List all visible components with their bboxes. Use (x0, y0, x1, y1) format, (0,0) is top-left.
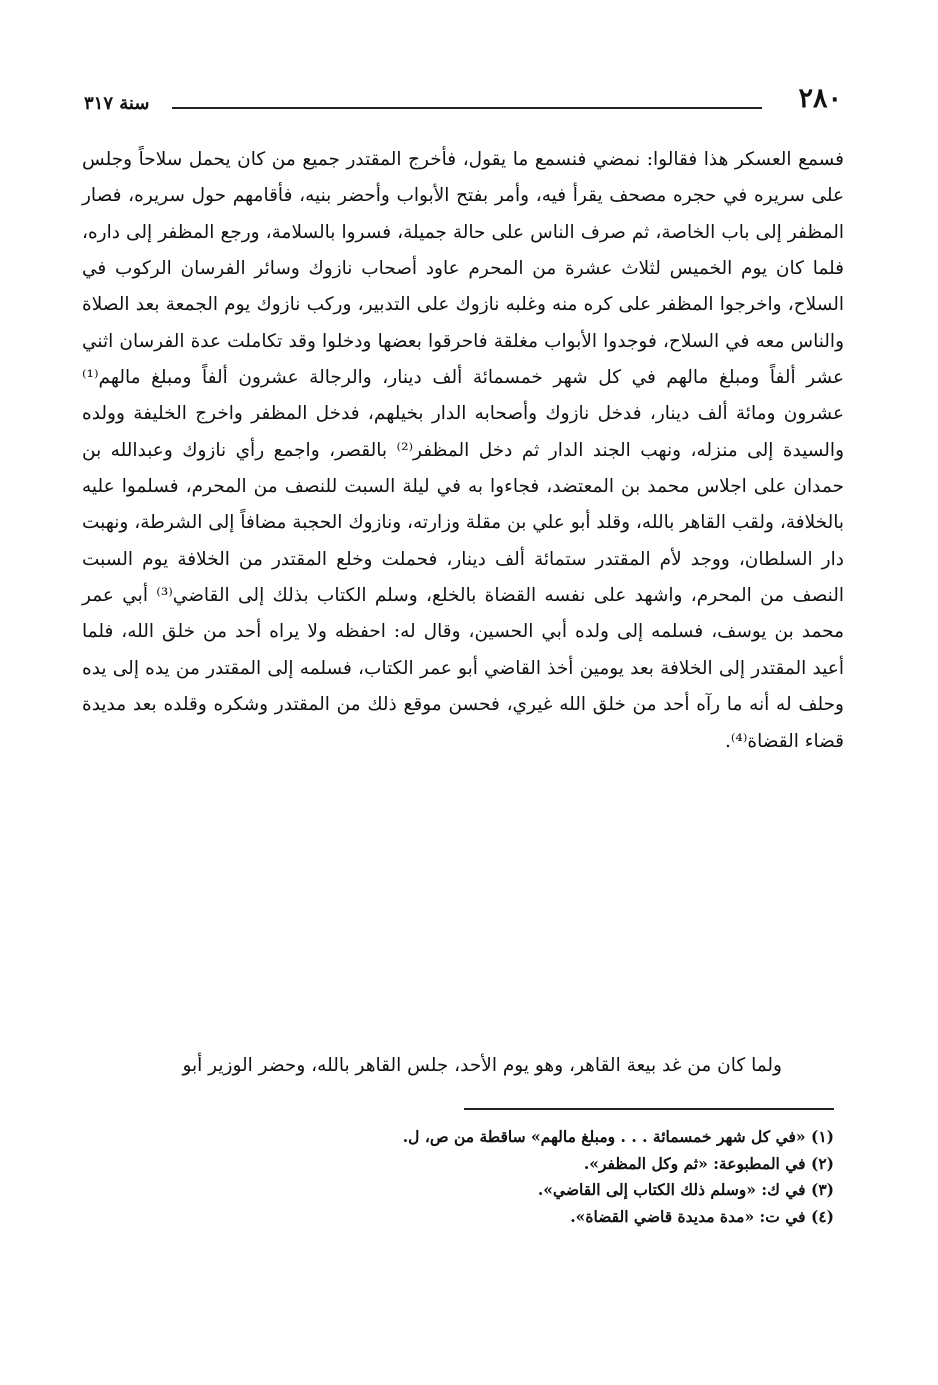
main-text (82, 142, 844, 760)
page-number: ٢٨٠ (798, 83, 842, 114)
running-header (84, 78, 844, 122)
header-year: سنة ٣١٧ (84, 93, 150, 114)
footnotes (214, 1124, 834, 1231)
footnote-1: (١) «في كل شهر خمسمائة . . . ومبلغ مالهم» ساقطة من ص، ل. (402, 1127, 834, 1146)
footnote-4: (٤) في ت: «مدة مديدة قاضي القضاة». (570, 1207, 834, 1227)
footnote-3: (٣) في ك: «وسلم ذلك الكتاب إلى القاضي». (537, 1180, 834, 1200)
footnote-2: (٢) في المطبوعة: «ثم وكل المظفر». (583, 1153, 834, 1173)
paragraph-1: فسمع العسكر هذا فقالوا: نمضي فنسمع ما يقول، فأخرج المقتدر جميع من كان يحمل سلاحاً وجلس على سريره في حجره مصحف يقرأ فيه، وأمر بفتح الأبواب وأحضر بنيه، فأقامهم حول سريره، فصار المظفر إلى باب الخاصة، ثم صرف الناس على حالة جميلة، فسروا بالسلامة، ورجع المظفر إلى داره، فلما كان يوم الخميس لثلاث عشرة من المحرم عاود أصحاب نازوك وسائر الفرسان الركوب في السلاح، واخرجوا المظفر على كره منه وغلبه نازوك على التدبير، وركب نازوك يوم الجمعة بعد الصلاة والناس معه في السلاح، فوجدوا الأبواب مغلقة فاحرقوا بعضها ودخلوا وقد تكاملت عدة الفرسان اثني عشر ألفاً ومبلغ مالهم في كل شهر خمسمائة ألف دينار، والرجالة عشرون ألفاً ومبلغ مالهم⁽¹⁾ عشرون ومائة ألف دينار، فدخل نازوك وأصحابه الدار بخيلهم، فدخل المظفر واخرج الخليفة وولده والسيدة إلى منزله، ونهب الجند الدار ثم دخل المظفر⁽²⁾ بالقصر، واجمع رأي نازوك وعبدالله بن حمدان على اجلاس محمد بن المعتضد، فجاءوا به في ليلة السبت للنصف من المحرم، فسلموا عليه بالخلافة، ولقب القاهر بالله، وقلد أبو علي بن مقلة وزارته، ونازوك الحجبة مضافاً إلى الشرطة، ونهبت دار السلطان، ووجد لأم المقتدر ستمائة ألف دينار، فحملت وخلع المقتدر من الخلافة يوم السبت النصف من المحرم، واشهد على نفسه القضاة بالخلع، وسلم الكتاب بذلك إلى القاضي⁽³⁾ أبي عمر محمد بن يوسف، فسلمه إلى ولده أبي الحسين، وقال له: احفظه ولا يراه أحد من خلق الله، فلما أعيد المقتدر إلى الخلافة بعد يومين أخذ القاضي أبو عمر الكتاب، فسلمه إلى المقتدر من يده إلى يده وحلف له أنه ما رآه أحد من خلق الله غيري، فحسن موقع ذلك من المقتدر وشكره وقلده بعد مديدة قضاء القضاة⁽⁴⁾. (82, 149, 845, 752)
header-rule (172, 107, 762, 109)
footnote-rule (464, 1108, 834, 1110)
paragraph-2: ولما كان من غد بيعة القاهر، وهو يوم الأحد، جلس القاهر بالله، وحضر الوزير أبو (182, 1055, 782, 1076)
